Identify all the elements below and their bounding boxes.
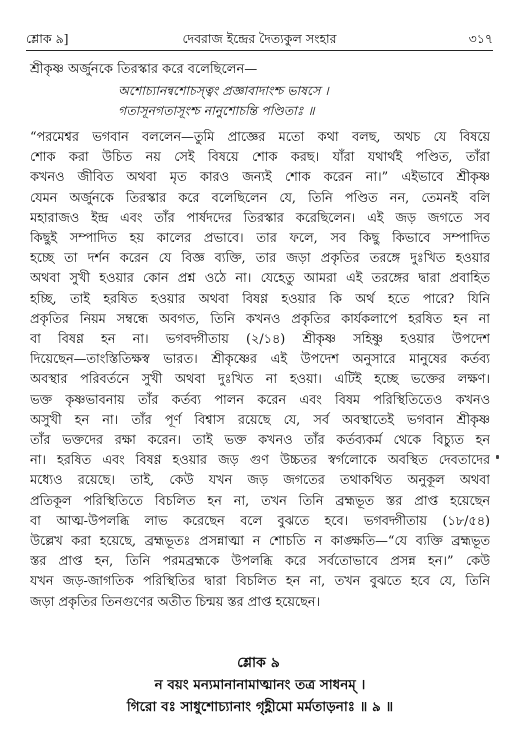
sloka-verse-line-2: গিরো বঃ সাধুশোচ্যানাং গৃহ্ণীমো মর্মতাড়নাঃ ॥ ৯ ॥ [126, 699, 394, 715]
purport-line: স্তর প্রাপ্ত হন, তিনি পরমব্রহ্মকে উপলব্ধি করে সর্বতোভাবে প্রসন্ন হন।” কেউ [30, 554, 490, 570]
header-rule [26, 50, 493, 51]
purport-line: ভক্ত কৃষ্ণভাবনায় তাঁর কর্তব্য পালন করেন এবং বিষম পরিস্থিতিতেও কখনও [30, 392, 490, 408]
purport-line: হচ্ছি, তাই হরষিত হওয়ার অথবা বিষণ্ণ হওয়ার কি অর্থ হতে পারে? যিনি [30, 291, 490, 307]
purport-line: অথবা সুখী হওয়ার কোন প্রশ্ন ওঠে না। যেহেতু আমরা এই তরঙ্গের দ্বারা প্রবাহিত [30, 271, 490, 287]
purport-line: হচ্ছে তা দর্শন করেন যে বিজ্ঞ ব্যক্তি, তার জড়া প্রকৃতির তরঙ্গে দুঃখিত হওয়ার [30, 251, 490, 267]
purport-line: শোক করা উচিত নয় সেই বিষয়ে শোক করছ। যাঁরা যথার্থই পণ্ডিত, তাঁরা [30, 150, 490, 166]
page-number: ৩১৭ [468, 31, 493, 46]
purport-line: তাঁর ভক্তদের রক্ষা করেন। তাই ভক্ত কখনও তাঁর কর্তব্যকর্ম থেকে বিচ্যুত হন [30, 433, 490, 449]
purport-line: “পরমেশ্বর ভগবান বললেন—তুমি প্রাজ্ঞের মতো কথা বলছ, অথচ যে বিষয়ে [30, 130, 490, 145]
purport-line: যখন জড়-জাগতিক পরিস্থিতির দ্বারা বিচলিত হন না, তখন বুঝতে হবে যে, তিনি [30, 574, 490, 590]
purport-line: উল্লেখ করা হয়েছে, ব্রহ্মভূতঃ প্রসন্নাত্মা ন শোচতি ন কাঙ্ক্ষতি—“যে ব্যক্তি ব্রহ্মভূত [30, 534, 490, 550]
purport-line: প্রকৃতির নিয়ম সম্বন্ধে অবগত, তিনি কখনও প্রকৃতির কার্যকলাপে হরষিত হন না [30, 311, 490, 327]
intro-line: শ্রীকৃষ্ণ অর্জুনকে তিরস্কার করে বলেছিলেন— [30, 62, 258, 77]
purport-line: যেমন অর্জুনকে তিরস্কার করে বলেছিলেন যে, তিনি পণ্ডিত নন, তেমনই বলি [30, 190, 490, 206]
sloka-heading: শ্লোক ৯ [237, 655, 280, 671]
gita-quote-line-2: গতাসূনগতাসূংশ্চ নানুশোচন্তি পণ্ডিতাঃ ॥ [118, 103, 315, 118]
purport-line: কখনও জীবিত অথবা মৃত কারও জন্যই শোক করেন না।” এইভাবে শ্রীকৃষ্ণ [30, 170, 490, 186]
purport-line: অবস্থার পরিবর্তনে সুখী অথবা দুঃখিত না হওয়া। এটিই হচ্ছে ভক্তের লক্ষণ। [30, 372, 490, 388]
sloka-verse-line-1: ন বয়ং মন্যমানানামাত্মানং তত্র সাধনম্ । [154, 677, 366, 693]
purport-line: মধ্যেও রয়েছে। তাই, কেউ যখন জড় জগতের তথাকথিত অনুকূল অথবা [30, 473, 490, 489]
purport-paragraph [30, 128, 490, 613]
purport-line: কিছুই সম্পাদিত হয় কালের প্রভাবে। তার ফলে, সব কিছু কিভাবে সম্পাদিত [30, 231, 490, 247]
gita-quote-line-1: অশোচ্যানন্বশোচস্ত্বং প্রজ্ঞাবাদাংশ্চ ভাষসে । [118, 83, 329, 98]
purport-line: জড়া প্রকৃতির তিনগুণের অতীত চিন্ময় স্তর প্রাপ্ত হয়েছেন। [30, 594, 321, 610]
purport-line: মহারাজও ইন্দ্র এবং তাঁর পার্ষদদের তিরস্কার করেছিলেন। এই জড় জগতে সব [30, 210, 490, 226]
running-header [26, 30, 493, 48]
purport-line: প্রতিকূল পরিস্থিতিতে বিচলিত হন না, তখন তিনি ব্রহ্মভূত স্তর প্রাপ্ত হয়েছেন [30, 493, 490, 509]
purport-line: অসুখী হন না। তাঁর পূর্ণ বিশ্বাস রয়েছে যে, সর্ব অবস্থাতেই ভগবান শ্রীকৃষ্ণ [30, 412, 490, 428]
header-verse-ref: শ্লোক ৯] [26, 31, 69, 46]
purport-line: দিয়েছেন—তাংস্তিতিক্ষস্ব ভারত। শ্রীকৃষ্ণের এই উপদেশ অনুসারে মানুষের কর্তব্য [30, 352, 490, 368]
purport-line: না। হরষিত এবং বিষণ্ণ হওয়ার জড় গুণ উচ্চতর স্বর্গলোকে অবস্থিত দেবতাদের [30, 453, 490, 469]
purport-line: বা বিষণ্ণ হন না। ভগবদ্গীতায় (২/১৪) শ্রীকৃষ্ণ সহিষ্ণু হওয়ার উপদেশ [30, 332, 490, 348]
scan-speck [496, 455, 499, 459]
header-chapter-title: দেবরাজ ইন্দ্রের দৈত্যকুল সংহার [182, 31, 337, 46]
purport-line: বা আত্ম-উপলব্ধি লাভ করেছেন বলে বুঝতে হবে। ভগবদ্গীতায় (১৮/৫৪) [30, 513, 490, 529]
